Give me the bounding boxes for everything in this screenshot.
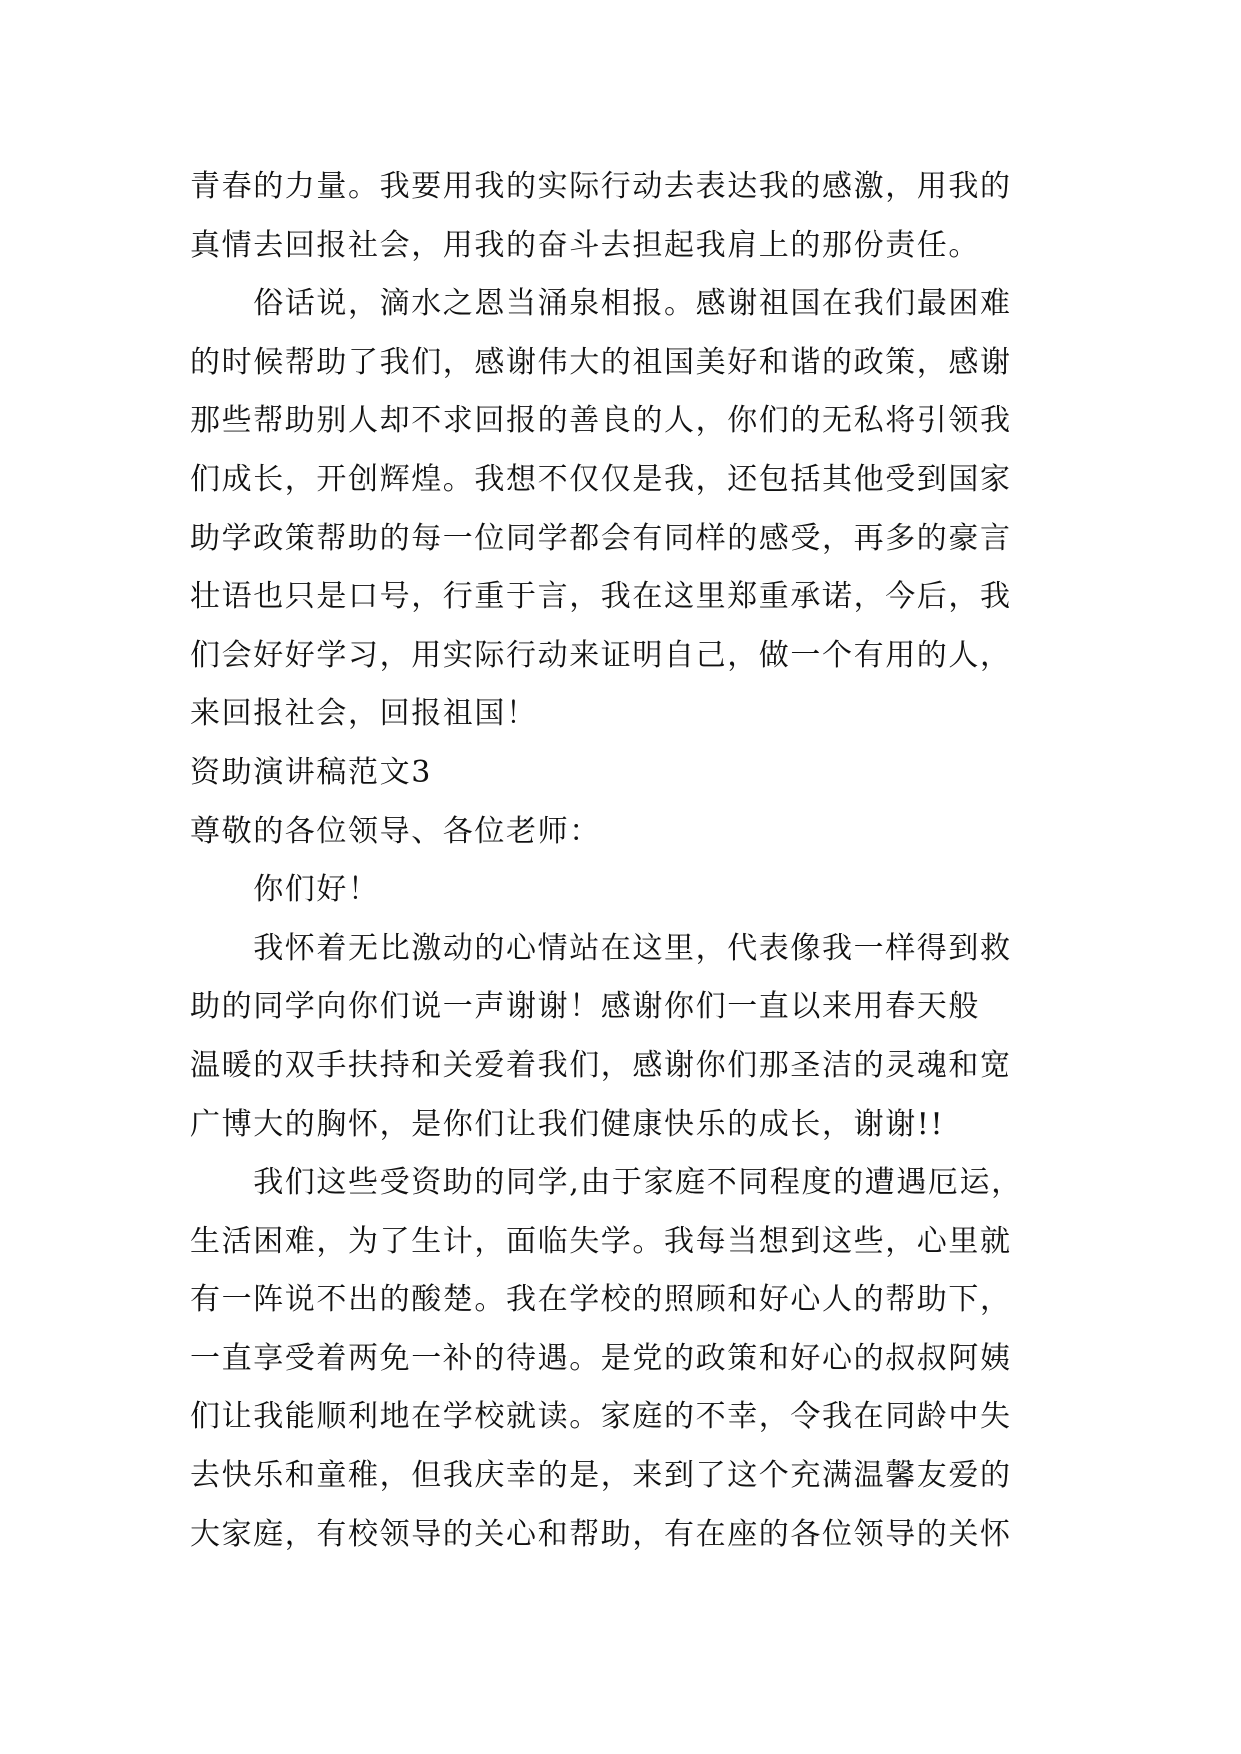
text-line: 真情去回报社会，用我的奋斗去担起我肩上的那份责任。	[190, 227, 980, 263]
document-body	[190, 158, 1070, 1564]
text-line: 广博大的胸怀，是你们让我们健康快乐的成长，谢谢!!	[190, 1106, 945, 1142]
text-line: 壮语也只是口号，行重于言，我在这里郑重承诺，今后，我	[190, 579, 1012, 615]
text-line: 温暖的双手扶持和关爱着我们，感谢你们那圣洁的灵魂和宽	[190, 1047, 1012, 1083]
text-line: 们让我能顺利地在学校就读。家庭的不幸，令我在同龄中失	[190, 1399, 1012, 1435]
section-heading: 资助演讲稿范文3	[190, 754, 432, 790]
text-line: 我们这些受资助的同学,由于家庭不同程度的遭遇厄运，	[190, 1165, 1023, 1201]
greeting: 你们好！	[190, 872, 380, 908]
text-line: 们成长，开创辉煌。我想不仅仅是我，还包括其他受到国家	[190, 461, 1012, 497]
text-line: 俗话说，滴水之恩当涌泉相报。感谢祖国在我们最困难	[190, 286, 1012, 322]
text-line: 有一阵说不出的酸楚。我在学校的照顾和好心人的帮助下，	[190, 1282, 1012, 1318]
text-line: 青春的力量。我要用我的实际行动去表达我的感激，用我的	[190, 169, 1012, 204]
text-line: 去快乐和童稚，但我庆幸的是，来到了这个充满温馨友爱的	[190, 1458, 1012, 1494]
text-line: 的时候帮助了我们，感谢伟大的祖国美好和谐的政策，感谢	[190, 344, 1012, 380]
text-line: 大家庭，有校领导的关心和帮助，有在座的各位领导的关怀	[190, 1516, 1012, 1552]
text-line: 一直享受着两免一补的待遇。是党的政策和好心的叔叔阿姨	[190, 1340, 1012, 1376]
text-line: 我怀着无比激动的心情站在这里，代表像我一样得到救	[190, 930, 1012, 966]
text-line: 来回报社会，回报祖国！	[190, 696, 538, 732]
text-line: 生活困难，为了生计，面临失学。我每当想到这些，心里就	[190, 1223, 1012, 1259]
text-line: 助学政策帮助的每一位同学都会有同样的感受，再多的豪言	[190, 520, 1012, 556]
salutation: 尊敬的各位领导、各位老师：	[190, 813, 601, 849]
text-line: 助的同学向你们说一声谢谢！感谢你们一直以来用春天般	[190, 989, 980, 1025]
text-line: 们会好好学习，用实际行动来证明自己，做一个有用的人，	[190, 637, 1012, 673]
text-line: 那些帮助别人却不求回报的善良的人，你们的无私将引领我	[190, 403, 1012, 439]
